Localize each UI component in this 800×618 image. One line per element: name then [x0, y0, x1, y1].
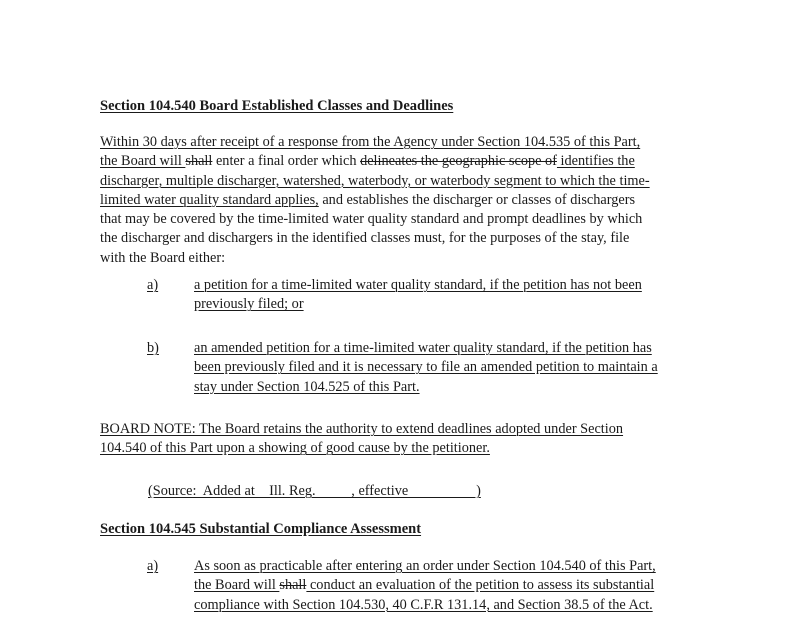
intro-line-3: discharger, multiple discharger, watershed, waterbody, or waterbody segment to which the time-: [100, 172, 650, 189]
intro-line-7: with the Board either:: [100, 249, 226, 266]
source-note: (Source: Added at Ill. Reg. , effective ): [148, 483, 481, 499]
intro-line-2: [100, 152, 700, 171]
intro-line-2-c: identifies the: [556, 153, 635, 170]
item-a-line-2: previously filed; or: [194, 296, 304, 313]
intro-line-1: Within 30 days after receipt of a response from the Agency under Section 104.535 of this Part,: [100, 134, 641, 150]
item-a-line-1: a petition for a time-limited water quality standard, if the petition has not been: [194, 277, 642, 293]
board-note-line-2: 104.540 of this Part upon a showing of good cause by the petitioner.: [100, 440, 490, 457]
item-a-label: a): [147, 277, 159, 293]
intro-struck-shall: shall: [185, 153, 213, 170]
intro-line-4-underlined: limited water quality standard applies,: [100, 191, 319, 208]
item-b-text: [194, 339, 704, 397]
item-b-line-1: an amended petition for a time-limited water quality standard, if the petition has: [194, 340, 652, 356]
intro-struck-delineates: delineates the geographic scope of: [360, 153, 557, 170]
section-545-item-a-line-2: [194, 576, 704, 595]
section-545-item-a-line-3: compliance with Section 104.530, 40 C.F.R 131.14, and Section 38.5 of the Act.: [194, 596, 653, 613]
intro-line-4-plain: and establishes the discharger or classes of dischargers: [318, 191, 636, 208]
section-545-item-a-label: a): [147, 558, 159, 574]
intro-line-4: [100, 191, 700, 210]
section-545-item-a-line-2-a: the Board will: [194, 577, 280, 594]
section-545-item-a-line-1: As soon as practicable after entering an order under Section 104.540 of this Part,: [194, 558, 656, 574]
section-545-heading: Section 104.545 Substantial Compliance Assessment: [100, 521, 422, 537]
intro-line-2-b: enter a final order which: [212, 153, 361, 170]
board-note-line-1: BOARD NOTE: The Board retains the authority to extend deadlines adopted under Section: [100, 421, 624, 437]
intro-line-5: that may be covered by the time-limited water quality standard and prompt deadlines by which: [100, 211, 643, 228]
item-a-text: [194, 276, 704, 315]
section-545-item-a-line-2-b: conduct an evaluation of the petition to assess its substantial: [306, 577, 655, 594]
intro-line-2-a: the Board will: [100, 153, 186, 170]
intro-line-6: the discharger and dischargers in the identified classes must, for the purposes of the stay, file: [100, 230, 630, 247]
board-note: [100, 420, 700, 459]
section-545-item-a-text: [194, 557, 704, 615]
section-545-struck-shall: shall: [279, 577, 307, 594]
item-b-line-3: stay under Section 104.525 of this Part.: [194, 378, 420, 395]
item-b-label: b): [147, 340, 159, 356]
section-540-heading: Section 104.540 Board Established Classes and Deadlines: [100, 98, 454, 114]
section-540-intro: [100, 133, 700, 268]
item-b-line-2: been previously filed and it is necessary to file an amended petition to maintain a: [194, 359, 658, 376]
